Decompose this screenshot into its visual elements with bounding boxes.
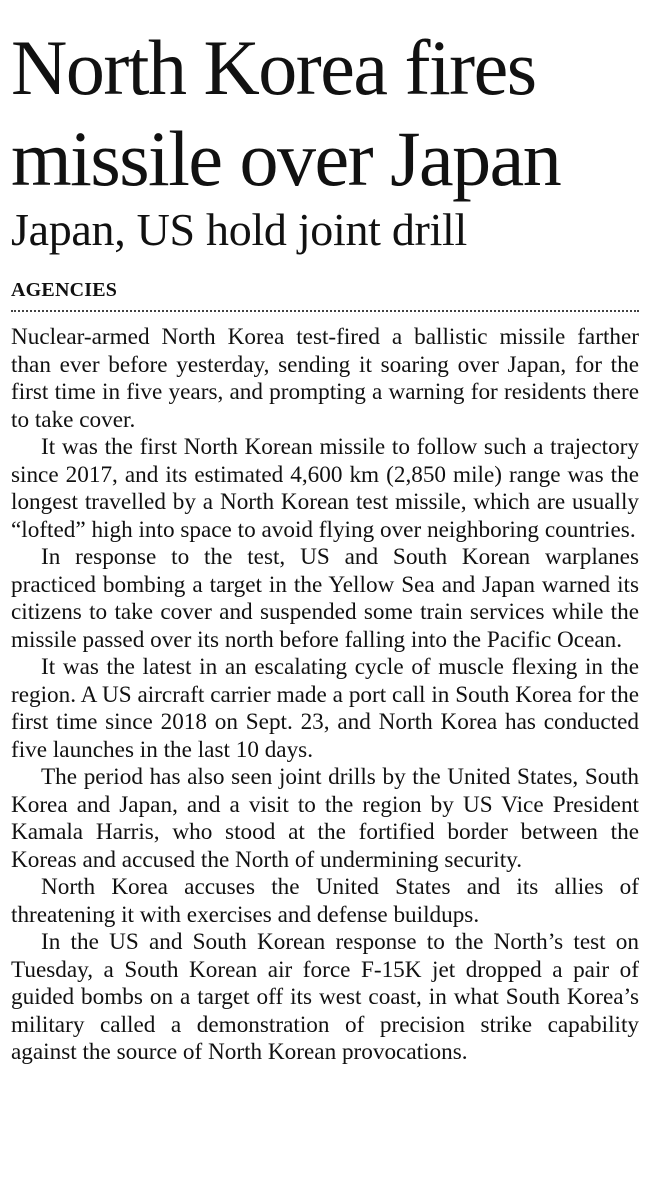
byline: AGENCIES xyxy=(11,279,118,301)
body-paragraph: Nuclear-armed North Korea test-fired a ballistic missile farther than ever before yesterday, sending it soaring over Japan, for the first time in five years, and prompting a warning for residents there to take cover. xyxy=(11,324,639,433)
body-paragraph: In the US and South Korean response to the North’s test on Tuesday, a South Korean air force F-15K jet dropped a pair of guided bombs on a target off its west coast, in what South Korea’s military called a demonstration of precision strike capability against the source of North Korean provocations. xyxy=(11,929,639,1065)
body-paragraph: In response to the test, US and South Korean warplanes practiced bombing a target in the Yellow Sea and Japan warned its citizens to take cover and suspended some train services while the missile passed over its north before falling into the Pacific Ocean. xyxy=(11,544,639,653)
body-paragraph: It was the latest in an escalating cycle of muscle flexing in the region. A US aircraft carrier made a port call in South Korea for the first time since 2018 on Sept. 23, and North Korea has conducted five launches in the last 10 days. xyxy=(11,654,639,763)
body-paragraph: It was the first North Korean missile to follow such a trajectory since 2017, and its estimated 4,600 km (2,850 mile) range was the longest travelled by a North Korean test missile, which are usually “lofted” high into space to avoid flying over neighboring countries. xyxy=(11,434,639,543)
headline: North Korea fires missile over Japan xyxy=(11,24,561,202)
article-body xyxy=(11,324,639,1067)
dotted-divider xyxy=(11,310,639,312)
body-paragraph: North Korea accuses the United States and its allies of threatening it with exercises and defense buildups. xyxy=(11,874,639,928)
subheadline: Japan, US hold joint drill xyxy=(11,204,468,255)
body-paragraph: The period has also seen joint drills by the United States, South Korea and Japan, and a visit to the region by US Vice President Kamala Harris, who stood at the fortified border between the Koreas and accused the North of undermining security. xyxy=(11,764,639,873)
